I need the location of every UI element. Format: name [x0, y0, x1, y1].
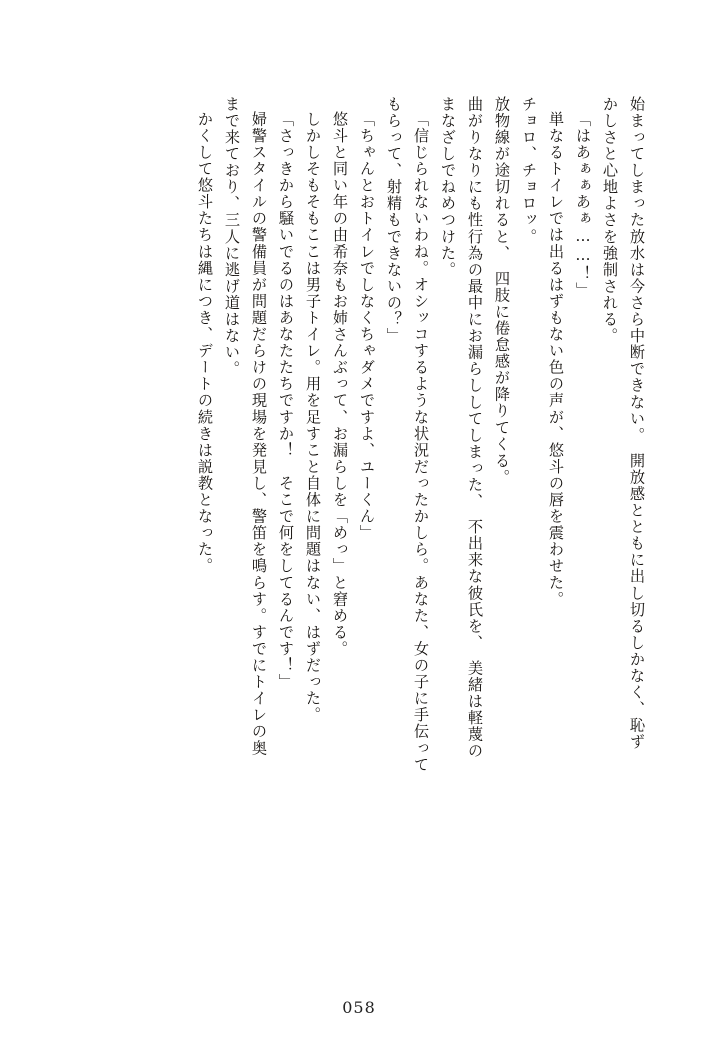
- text-column: 「信じられないわね。オシッコするような状況だったかしら。あなた、女の子に手伝って: [412, 111, 430, 773]
- text-column: 婦警スタイルの警備員が問題だらけの現場を発見し、警笛を鳴らす。すでにトイレの奥: [250, 111, 268, 757]
- text-column: 始まってしまった放水は今さら中断できない。 開放感とともに出し切るしかなく、恥ず: [628, 96, 646, 751]
- text-column: 放物線が途切れると、 四肢に倦怠感が降りてくる。: [493, 96, 511, 486]
- text-column: チョロ、チョロッ。: [520, 96, 538, 245]
- text-column: 悠斗と同い年の由希奈もお姉さんぶって、お漏らしを「めっ」と窘める。: [331, 111, 349, 658]
- text-column: まで来ており、三人に逃げ道はない。: [223, 96, 241, 378]
- text-column: もらって、射精もできないの？」: [385, 96, 403, 345]
- text-column: かしさと心地よさを強制される。: [601, 96, 619, 345]
- text-column: 単なるトイレでは出るはずもない色の声が、悠斗の唇を震わせた。: [547, 111, 565, 608]
- text-column: まなざしでねめつけた。: [439, 96, 457, 279]
- text-column: 「さっきから騒いでるのはあなたたちですか！ そこで何をしてるんです！」: [277, 111, 295, 691]
- vertical-text-block: [86, 96, 644, 964]
- text-column: 「ちゃんとおトイレでしなくちゃダメですよ、ユーくん」: [358, 111, 376, 542]
- text-column: かくして悠斗たちは縄につき、デートの続きは説教となった。: [196, 111, 214, 575]
- page-number: 058: [342, 998, 376, 1017]
- text-column: 曲がりなりにも性行為の最中にお漏らししてしまった、 不出来な彼氏を、 美緒は軽蔑の: [466, 96, 484, 760]
- text-column: しかしそもそもここは男子トイレ。用を足すこと自体に問題はない、はずだった。: [304, 111, 322, 724]
- text-column: 「はあぁぁあぁ……！」: [574, 111, 592, 299]
